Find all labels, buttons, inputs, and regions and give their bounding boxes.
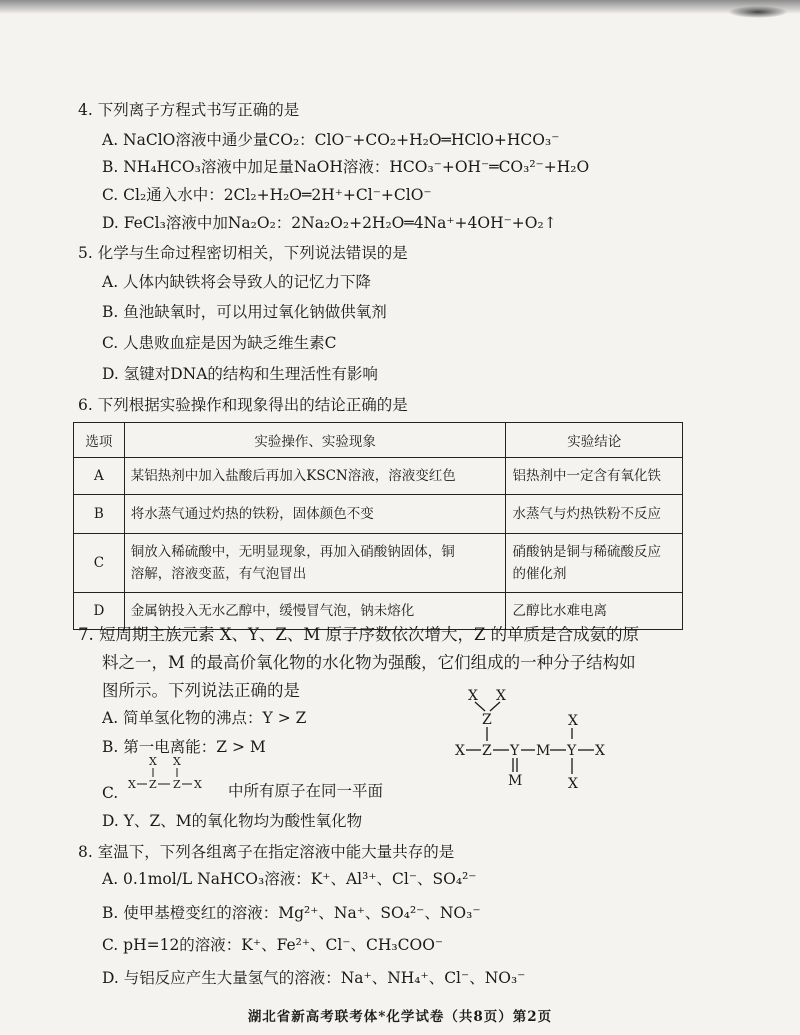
header-option: 选项: [74, 423, 125, 458]
mini-x-top2: X: [173, 755, 181, 768]
row-option: D: [74, 593, 125, 630]
mini-x-top1: X: [149, 755, 157, 768]
q6-stem: 6. 下列根据实验操作和现象得出的结论正确的是: [78, 396, 408, 414]
q7-option-c-prefix: C.: [102, 784, 119, 802]
q7-option-a: A. 简单氢化物的沸点：Y > Z: [102, 709, 307, 727]
q7-option-c-text: 中所有原子在同一平面: [228, 782, 384, 800]
row-conclusion: 乙醇比水难电离: [506, 593, 683, 630]
q6-table: [73, 422, 683, 630]
q8-option-d: D. 与铝反应产生大量氢气的溶液：Na⁺、NH₄⁺、Cl⁻、NO₃⁻: [102, 969, 526, 987]
row-conclusion-line1: 硝酸钠是铜与稀硫酸反应: [512, 544, 661, 560]
row-conclusion-line2: 的催化剂: [512, 566, 567, 582]
atom-y: Y: [567, 743, 577, 759]
q4-option-b: B. NH₄HCO₃溶液中加足量NaOH溶液：HCO₃⁻+OH⁻═CO₃²⁻+H₂O: [102, 158, 590, 176]
table-header-row: [74, 423, 683, 458]
q5-option-d: D. 氢键对DNA的结构和生理活性有影响: [102, 365, 378, 383]
q8-option-a: A. 0.1mol/L NaHCO₃溶液：K⁺、Al³⁺、Cl⁻、SO₄²⁻: [102, 870, 477, 888]
atom-m: M: [508, 773, 523, 789]
option-c-structure: [128, 755, 223, 800]
q7-stem-line2: 料之一，M 的最高价氧化物的水化物为强酸，它们组成的一种分子结构如: [102, 653, 636, 672]
atom-y: Y: [510, 743, 520, 759]
row-option: B: [74, 495, 125, 534]
q5-option-a: A. 人体内缺铁将会导致人的记忆力下降: [102, 273, 372, 291]
table-row: [74, 458, 683, 495]
row-operation: 某铝热剂中加入盐酸后再加入KSCN溶液，溶液变红色: [124, 458, 506, 495]
q5-stem: 5. 化学与生命过程密切相关，下列说法错误的是: [78, 244, 408, 262]
q8-option-b: B. 使甲基橙变红的溶液：Mg²⁺、Na⁺、SO₄²⁻、NO₃⁻: [102, 904, 481, 922]
table-row: [74, 593, 683, 630]
q4-option-c: C. Cl₂通入水中：2Cl₂+H₂O═2H⁺+Cl⁻+ClO⁻: [102, 186, 432, 204]
atom-x: X: [468, 688, 478, 704]
q8-option-c: C. pH=12的溶液：K⁺、Fe²⁺、Cl⁻、CH₃COO⁻: [102, 936, 444, 954]
table-row: [74, 534, 683, 593]
atom-z: Z: [482, 743, 492, 759]
atom-x: X: [455, 743, 465, 759]
atom-x: X: [568, 713, 578, 729]
q7-option-d: D. Y、Z、M的氧化物均为酸性氧化物: [102, 812, 363, 830]
table-row: [74, 495, 683, 534]
row-option: C: [74, 534, 125, 593]
q4-option-a: A. NaClO溶液中通少量CO₂：ClO⁻+CO₂+H₂O═HClO+HCO₃⁻: [102, 131, 560, 149]
row-conclusion: [506, 534, 683, 593]
header-operation: 实验操作、实验现象: [124, 423, 506, 458]
q4-stem: 4. 下列离子方程式书写正确的是: [78, 101, 300, 119]
atom-z: Z: [482, 712, 492, 728]
atom-x: X: [568, 776, 578, 792]
atom-x: X: [595, 743, 605, 759]
mini-z-1: Z: [149, 778, 157, 791]
header-conclusion: 实验结论: [506, 423, 683, 458]
q7-molecule-structure: [455, 688, 620, 798]
atom-m: M: [536, 743, 551, 759]
atom-x: X: [496, 688, 506, 704]
q7-option-b: B. 第一电离能：Z > M: [102, 738, 266, 756]
row-conclusion: 铝热剂中一定含有氧化铁: [506, 458, 683, 495]
q7-stem-line1: 7. 短周期主族元素 X、Y、Z、M 原子序数依次增大，Z 的单质是合成氨的原: [78, 625, 640, 644]
mini-x-left: X: [128, 778, 136, 791]
q5-option-c: C. 人患败血症是因为缺乏维生素C: [102, 334, 337, 352]
mini-x-right: X: [194, 778, 202, 791]
q4-option-d: D. FeCl₃溶液中加Na₂O₂：2Na₂O₂+2H₂O═4Na⁺+4OH⁻+O₂↑: [102, 214, 557, 232]
row-operation: [124, 534, 506, 593]
row-operation: 将水蒸气通过灼热的铁粉，固体颜色不变: [124, 495, 506, 534]
page-footer: 湖北省新高考联考体*化学试卷（共8页）第2页: [247, 1009, 553, 1025]
row-operation: 金属钠投入无水乙醇中，缓慢冒气泡，钠未熔化: [124, 593, 506, 630]
row-operation-line2: 溶解，溶液变蓝，有气泡冒出: [130, 566, 307, 582]
mini-z-2: Z: [173, 778, 181, 791]
row-operation-line1: 铜放入稀硫酸中，无明显现象，再加入硝酸钠固体，铜: [130, 544, 455, 560]
row-conclusion: 水蒸气与灼热铁粉不反应: [506, 495, 683, 534]
q8-stem: 8. 室温下，下列各组离子在指定溶液中能大量共存的是: [78, 843, 455, 861]
q5-option-b: B. 鱼池缺氧时，可以用过氧化钠做供氧剂: [102, 303, 387, 321]
q7-stem-line3: 图所示。下列说法正确的是: [102, 681, 300, 700]
row-option: A: [74, 458, 125, 495]
